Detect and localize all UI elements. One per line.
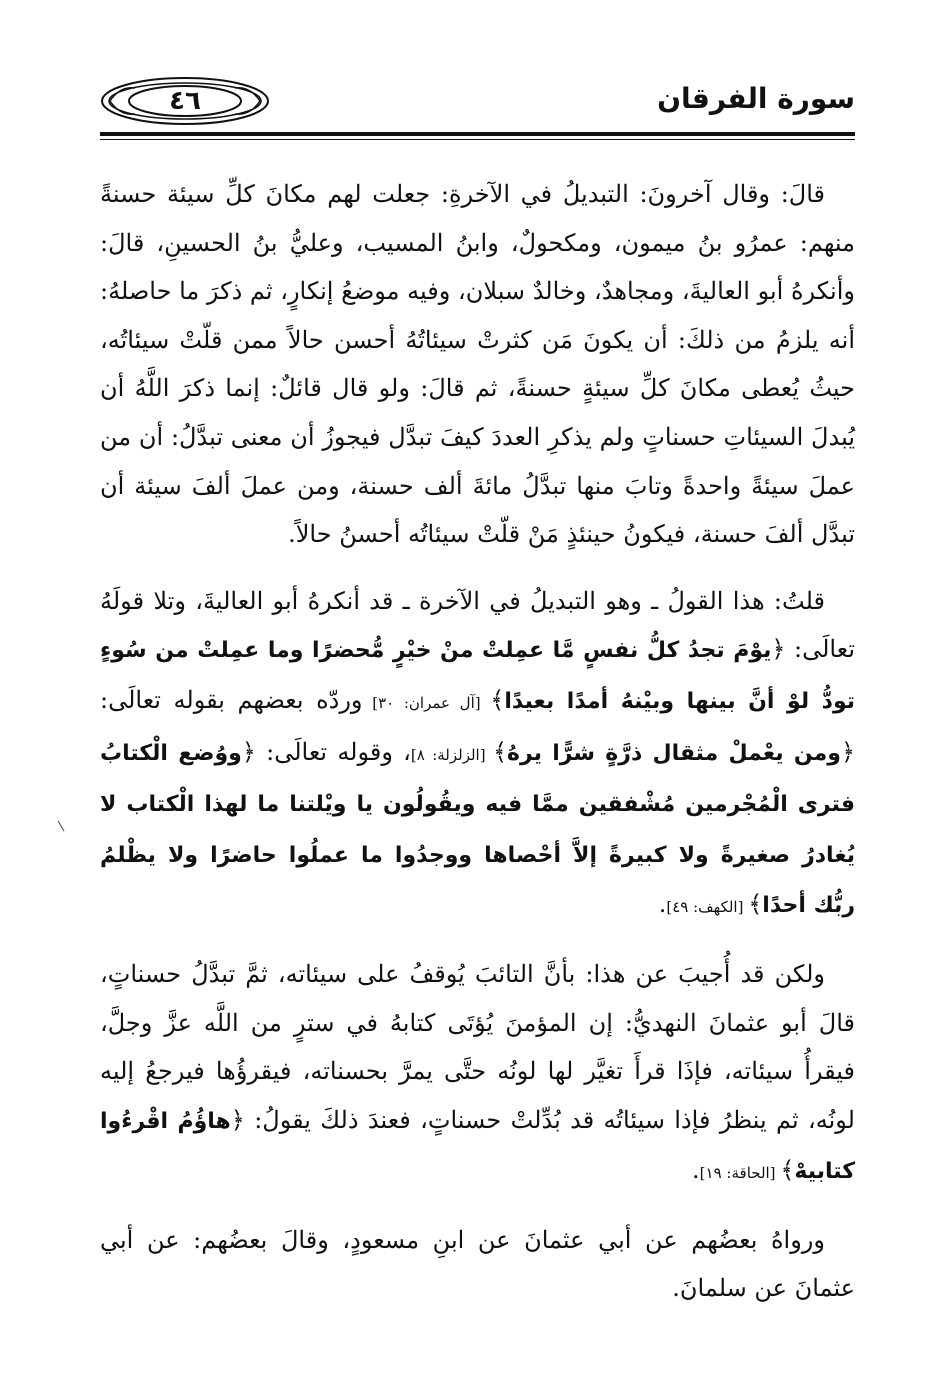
verse-bracket: ﴿ (840, 737, 856, 766)
surah-title: سورة الفرقان (657, 82, 855, 115)
verse-citation: [آل عمران: ٣٠] (362, 693, 491, 712)
verse-citation: [الحاقة: ١٩] (699, 1164, 781, 1183)
paragraph (100, 170, 855, 559)
paragraph (100, 577, 855, 932)
verse-bracket: ﴿ (230, 1105, 245, 1134)
page-number: ٤٦ (169, 86, 201, 116)
paragraph-text: ولكن قد أُجيبَ عن هذا: بأنَّ التائبَ يُوقفُ على سيئاته، ثمَّ تبدَّلُ حسناتٍ، قالَ أبو عثمانَ النهديُّ: إن المؤمنَ يُؤتَى كتابهُ في سترٍ من اللَّه عزَّ وجلَّ، فيقرأُ سيئاته، فإذَا قرأَ تغيَّر لها لونُه حتَّى يمرَّ بحسناته، فيقرؤُها فيرجعُ إليه لونُه، ثم ينظرُ فإذا سيئاتُه قد بُدِّلتْ حسناتٍ، فعندَ ذلكَ يقولُ: (100, 959, 855, 1134)
verse-bracket: ﴾ (490, 685, 505, 714)
header-divider (100, 132, 855, 136)
paragraph-text: وردّه بعضهم بقوله تعالَى: (100, 685, 363, 714)
paragraph-text: قلتُ: هذا القولُ ـ وهو التبديلُ في الآخرة ـ قد أنكرهُ أبو العاليةَ، وتلا قولَهُ تعالَى: (100, 586, 855, 664)
verse-bracket: ﴿ (241, 737, 256, 766)
verse-bracket: ﴿ (771, 635, 786, 664)
paragraph-text: . (658, 890, 667, 919)
paragraph-text: ، وقوله تعالَى: (255, 737, 411, 766)
verse-citation: [الكهف: ٤٩] (666, 898, 749, 917)
header-divider-thin (100, 139, 855, 140)
quran-verse: ووُضع الْكتابُ فترى الْمُجْرمين مُشْفقين ممَّا فيه ويقُولُون يا ويْلتنا ما لهذا الْكتاب لا يُغادرُ صغيرةً ولا كبيرةً إلاَّ أحْصاها ووجدُوا ما عملُوا حاضرًا ولا يظْلمُ ربُّك أحدًا (100, 740, 855, 919)
paragraph (100, 1216, 855, 1313)
verse-bracket: ﴾ (748, 890, 763, 919)
verse-bracket: ﴾ (780, 1156, 795, 1185)
page-header (100, 76, 855, 146)
verse-citation: [الزلزلة: ٨] (410, 745, 493, 764)
quran-verse: هاؤُمُ اقْرءُوا كتابيهْ (100, 1108, 855, 1185)
page-body (100, 170, 855, 1331)
verse-bracket: ﴾ (492, 737, 508, 766)
paragraph-text: ورواهُ بعضُهم عن أبي عثمانَ عن ابنِ مسعودٍ، وقالَ بعضُهم: عن أبي عثمانَ عن سلمانَ. (100, 1225, 855, 1303)
paragraph (100, 950, 855, 1198)
quran-verse: ومن يعْملْ مثقال ذرَّةٍ شرًّا يرهُ (507, 740, 841, 766)
quran-verse: يوْمَ تجدُ كلُّ نفسٍ مَّا عمِلتْ منْ خيْرٍ مُّحضرًا وما عمِلتْ من سُوءٍ تودُّ لوْ أنَّ بينها وبيْنهُ أمدًا بعيدًا (100, 638, 855, 714)
paragraph-text: . (692, 1156, 700, 1185)
paragraph-text: قالَ: وقال آخرونَ: التبديلُ في الآخرةِ: جعلت لهم مكانَ كلِّ سيئة حسنةً منهم: عمرُو بنُ ميمون، ومكحولٌ، وابنُ المسيب، وعليُّ بنُ الحسينِ، قالَ: وأنكرهُ أبو العاليةَ، ومجاهدٌ، وخالدٌ سبلان، وفيه موضعُ إنكارٍ، ثم ذكرَ ما حاصلهُ: أنه يلزمُ من ذلكَ: أن يكونَ مَن كثرتْ سيئاتُهُ أحسن حالاً ممن قلّتْ سيئاتُه، حيثُ يُعطى مكانَ كلِّ سيئةٍ حسنةً، ثم قالَ: ولو قال قائلٌ: إنما ذكرَ اللَّهُ أن يُبدلَ السيئاتِ حسناتٍ ولم يذكرِ العددَ كيفَ تبدَّل فيجوزُ أن معنى تبدَّلُ: أن من عملَ سيئةً واحدةً وتابَ منها تبدَّلُ مائةَ ألف حسنة، ومن عملَ ألفَ سيئة أن تبدَّل ألفَ حسنة، فيكونُ حينئذٍ مَنْ قلّتْ سيئاتُه أحسنُ حالاً. (100, 180, 855, 549)
page-number-badge (100, 76, 270, 126)
scan-mark (58, 817, 72, 832)
